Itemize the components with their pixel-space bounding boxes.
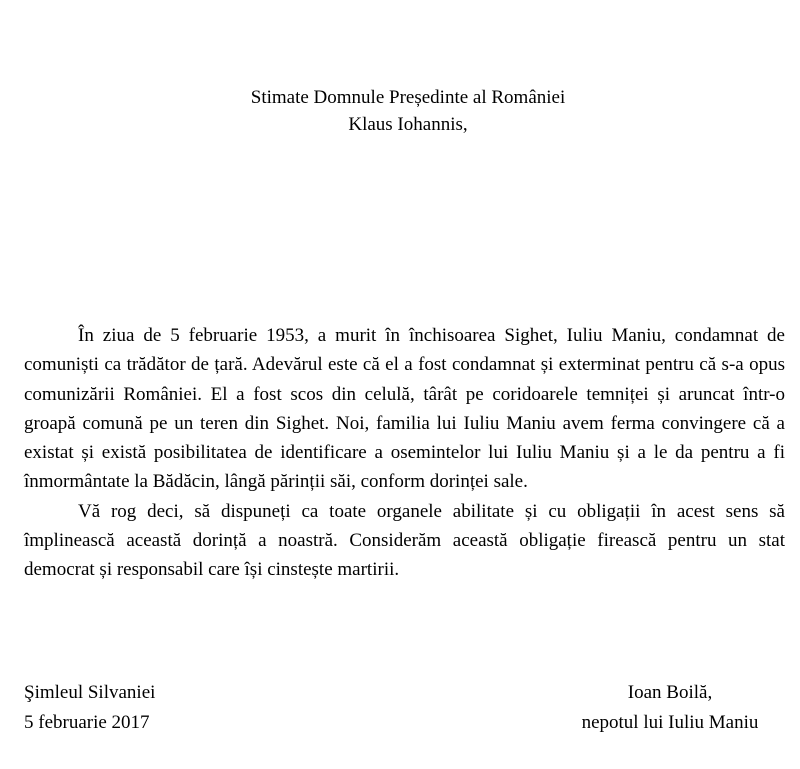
letter-body bbox=[24, 321, 785, 585]
place: Şimleul Silvaniei bbox=[24, 682, 156, 703]
date: 5 februarie 2017 bbox=[24, 712, 150, 733]
salutation-line-2: Klaus Iohannis, bbox=[348, 114, 468, 135]
salutation-line-1: Stimate Domnule Președinte al României bbox=[250, 87, 566, 108]
place-date-block bbox=[24, 678, 155, 738]
salutation bbox=[0, 84, 800, 138]
body-paragraph-2: Vă rog deci, să dispuneți ca toate organele abilitate și cu obligații în acest sens să împlinească această dorință a noastră. Considerăm această obligație firească pentru un stat democrat și responsabil care își cinstește martirii. bbox=[24, 500, 785, 581]
body-paragraph-1: În ziua de 5 februarie 1953, a murit în închisoarea Sighet, Iuliu Maniu, condamnat de comuniști ca trădător de țară. Adevărul este că el a fost condamnat și exterminat pentru că s-a opus comunizării României. El a fost scos din celulă, târât pe coridoarele temniței și aruncat într-o groapă comună pe un teren din Sighet. Noi, familia lui Iuliu Maniu avem ferma convingere că a existat și există posibilitatea de identificare a osemintelor lui Iuliu Maniu și a le da pentru a fi înmormântate la Bădăcin, lângă părinții săi, conform dorinței sale. bbox=[24, 325, 785, 493]
signature-block bbox=[560, 678, 780, 738]
signer-name: Ioan Boilă, bbox=[627, 682, 713, 703]
signer-relation: nepotul lui Iuliu Maniu bbox=[581, 712, 759, 733]
